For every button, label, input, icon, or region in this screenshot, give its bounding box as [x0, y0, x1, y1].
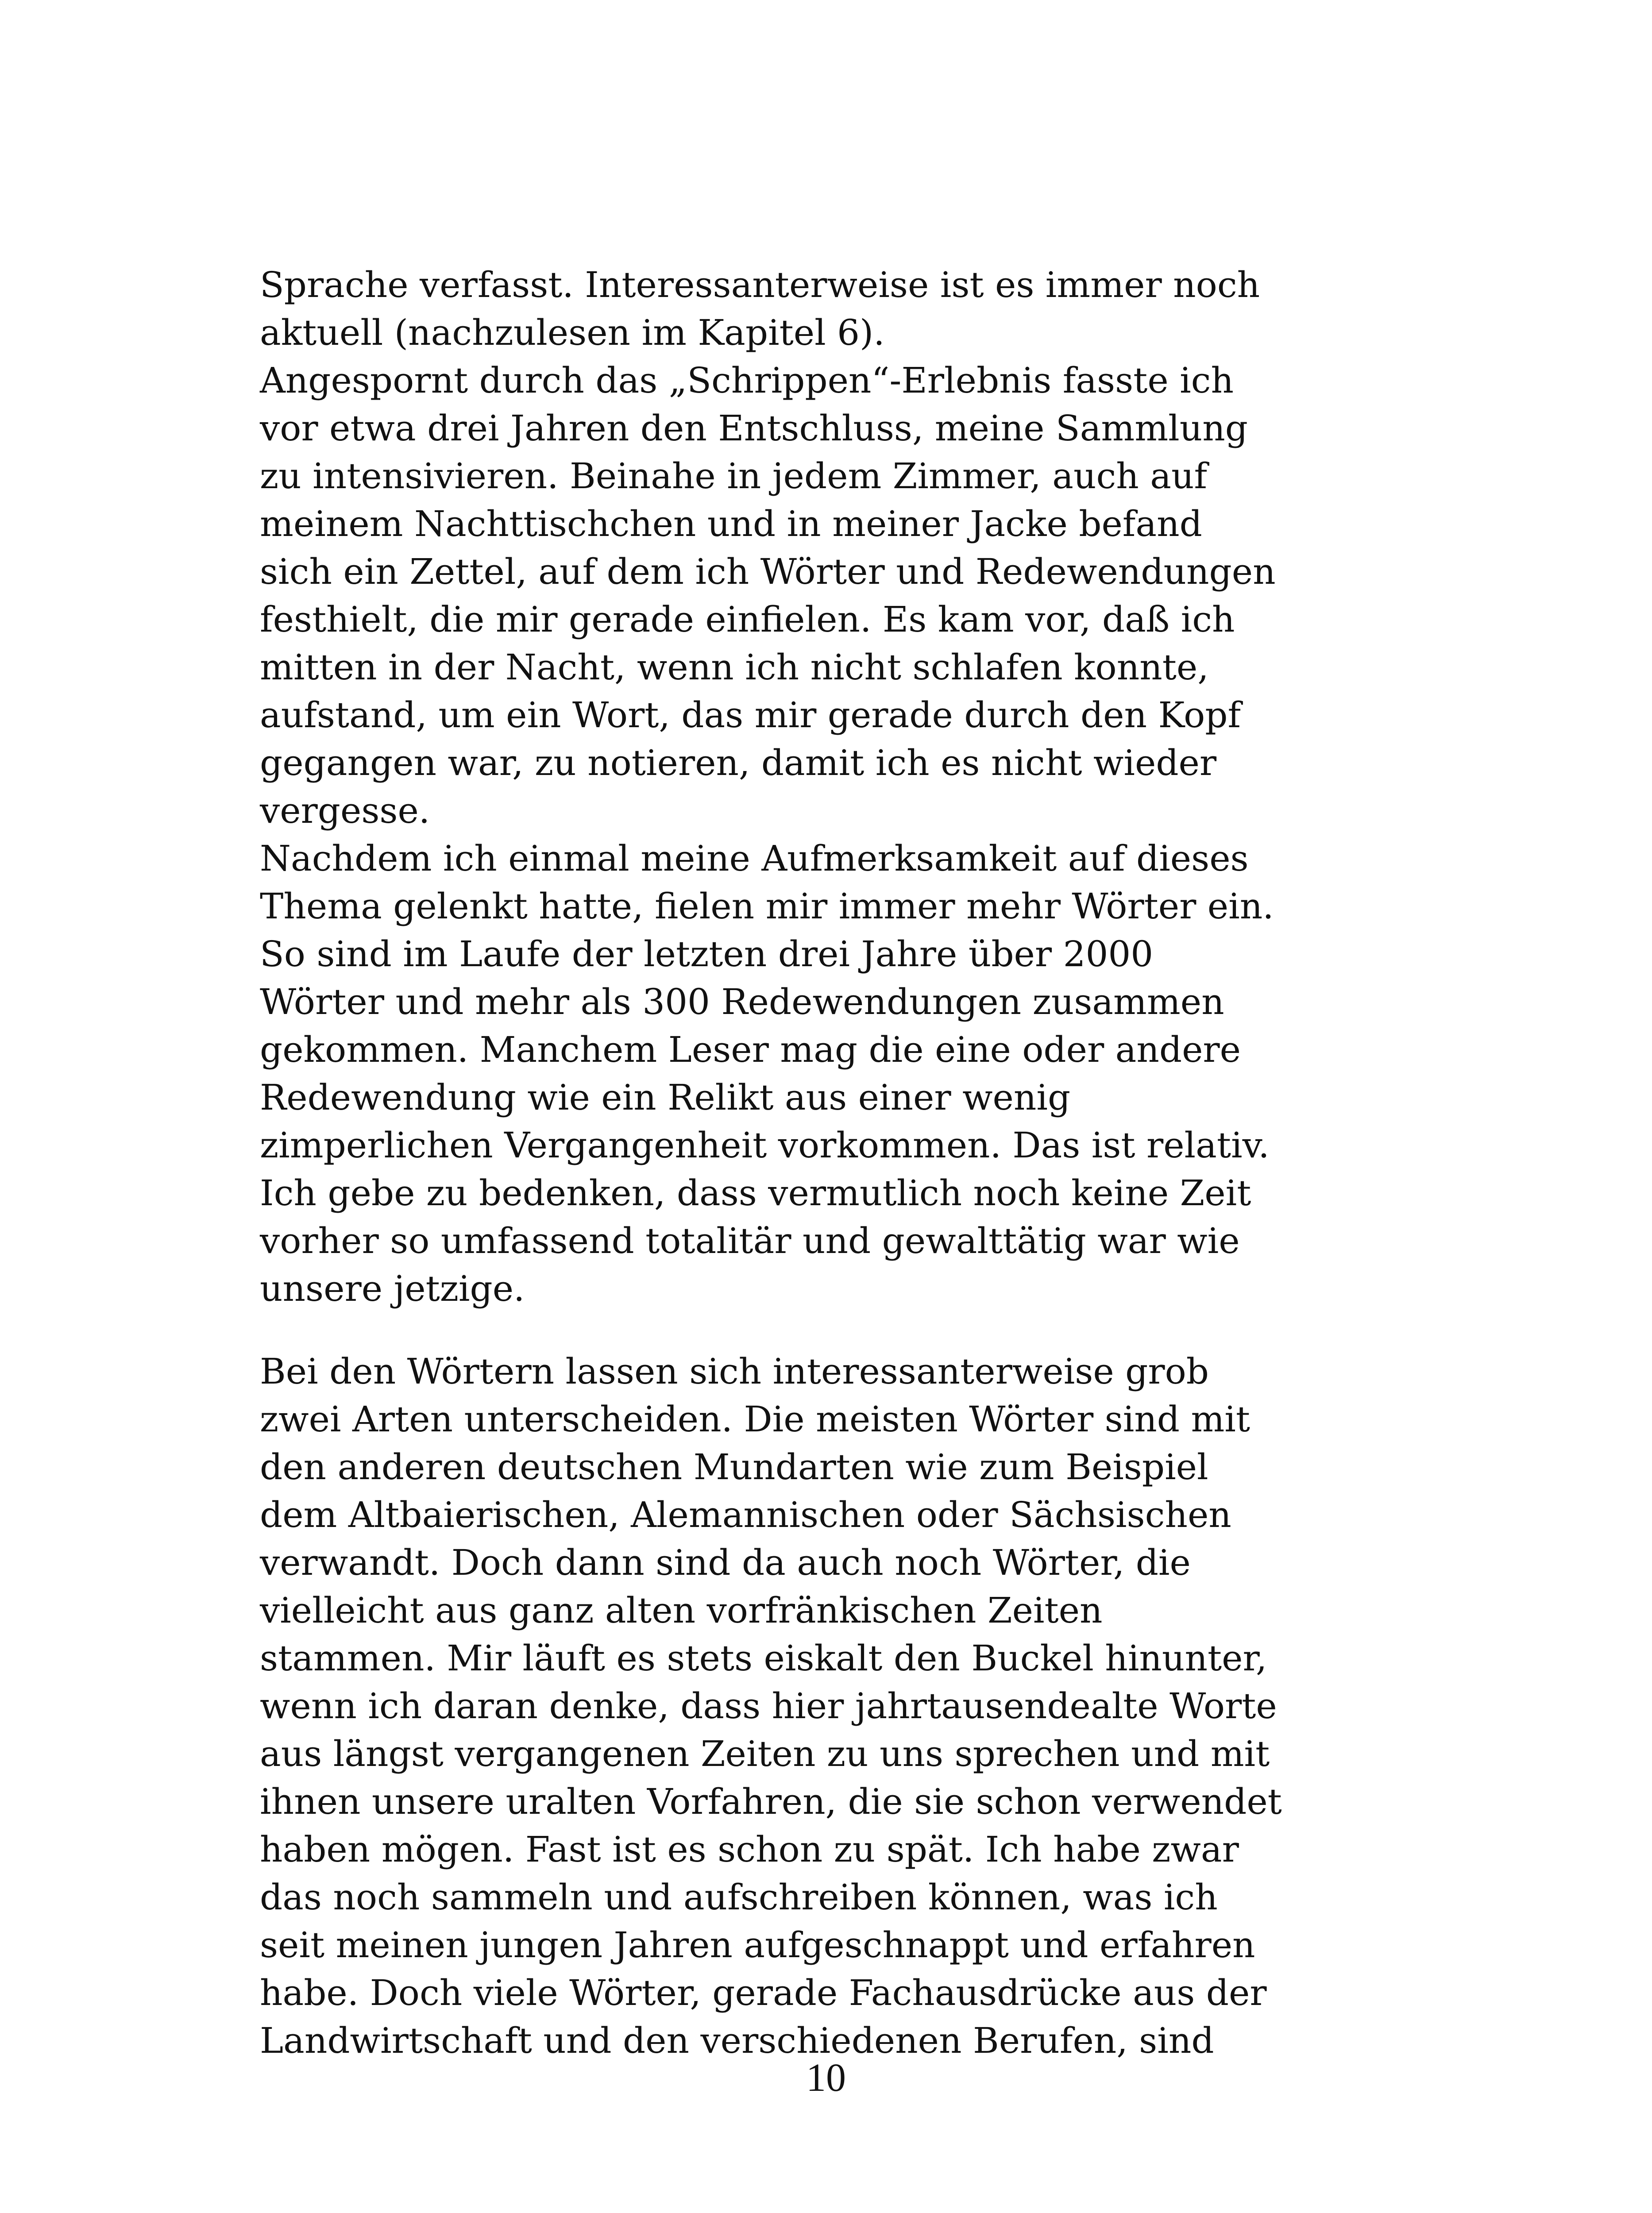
text-line: zwei Arten unterscheiden. Die meisten Wörter sind mit: [260, 1399, 1251, 1440]
text-line: vielleicht aus ganz alten vorfränkischen Zeiten: [260, 1590, 1103, 1631]
text-line: das noch sammeln und aufschreiben können, was ich: [260, 1877, 1218, 1918]
text-line: vorher so umfassend totalitär und gewalttätig war wie: [260, 1220, 1240, 1261]
text-line: Nachdem ich einmal meine Aufmerksamkeit auf dieses: [260, 838, 1249, 879]
text-line: vergesse.: [260, 790, 430, 831]
text-line: Bei den Wörtern lassen sich interessanterweise grob: [260, 1351, 1209, 1392]
text-line: Sprache verfasst. Interessanterweise ist es immer noch: [260, 264, 1260, 305]
text-line: So sind im Laufe der letzten drei Jahre über 2000: [260, 933, 1154, 975]
text-line: Thema gelenkt hatte, fielen mir immer mehr Wörter ein.: [260, 886, 1274, 927]
paragraph-block-2: [260, 1348, 1411, 2065]
text-line: dem Altbaierischen, Alemannischen oder Sächsischen: [260, 1494, 1231, 1535]
text-line: gegangen war, zu notieren, damit ich es nicht wieder: [260, 742, 1217, 783]
text-line: Wörter und mehr als 300 Redewendungen zusammen: [260, 981, 1224, 1022]
text-line: festhielt, die mir gerade einfielen. Es kam vor, daß ich: [260, 599, 1235, 640]
text-line: aktuell (nachzulesen im Kapitel 6).: [260, 312, 885, 353]
text-line: den anderen deutschen Mundarten wie zum Beispiel: [260, 1446, 1208, 1488]
text-line: mitten in der Nacht, wenn ich nicht schlafen konnte,: [260, 647, 1209, 688]
text-line: meinem Nachttischchen und in meiner Jacke befand: [260, 503, 1202, 544]
text-line: sich ein Zettel, auf dem ich Wörter und Redewendungen: [260, 551, 1276, 592]
text-line: zimperlichen Vergangenheit vorkommen. Das ist relativ.: [260, 1125, 1270, 1166]
text-line: wenn ich daran denke, dass hier jahrtausendealte Worte: [260, 1685, 1277, 1727]
text-line: unsere jetzige.: [260, 1268, 525, 1309]
text-line: seit meinen jungen Jahren aufgeschnappt und erfahren: [260, 1924, 1255, 1966]
text-line: habe. Doch viele Wörter, gerade Fachausdrücke aus der: [260, 1972, 1267, 2013]
text-line: Landwirtschaft und den verschiedenen Berufen, sind: [260, 2020, 1214, 2061]
text-line: verwandt. Doch dann sind da auch noch Wörter, die: [260, 1542, 1191, 1583]
text-line: gekommen. Manchem Leser mag die eine oder andere: [260, 1029, 1241, 1070]
text-line: Ich gebe zu bedenken, dass vermutlich noch keine Zeit: [260, 1172, 1251, 1214]
page-number: 10: [806, 2056, 846, 2100]
text-line: zu intensivieren. Beinahe in jedem Zimmer, auch auf: [260, 455, 1208, 497]
text-line: haben mögen. Fast ist es schon zu spät. Ich habe zwar: [260, 1829, 1239, 1870]
text-line: vor etwa drei Jahren den Entschluss, meine Sammlung: [260, 408, 1248, 449]
paragraph-block-1: [260, 261, 1411, 1313]
text-line: aus längst vergangenen Zeiten zu uns sprechen und mit: [260, 1733, 1270, 1774]
text-line: ihnen unsere uralten Vorfahren, die sie schon verwendet: [260, 1781, 1282, 1822]
text-line: Redewendung wie ein Relikt aus einer wenig: [260, 1077, 1071, 1118]
text-line: stammen. Mir läuft es stets eiskalt den Buckel hinunter,: [260, 1638, 1267, 1679]
text-line: Angespornt durch das „Schrippen“-Erlebnis fasste ich: [260, 360, 1234, 401]
text-line: aufstand, um ein Wort, das mir gerade durch den Kopf: [260, 694, 1241, 736]
